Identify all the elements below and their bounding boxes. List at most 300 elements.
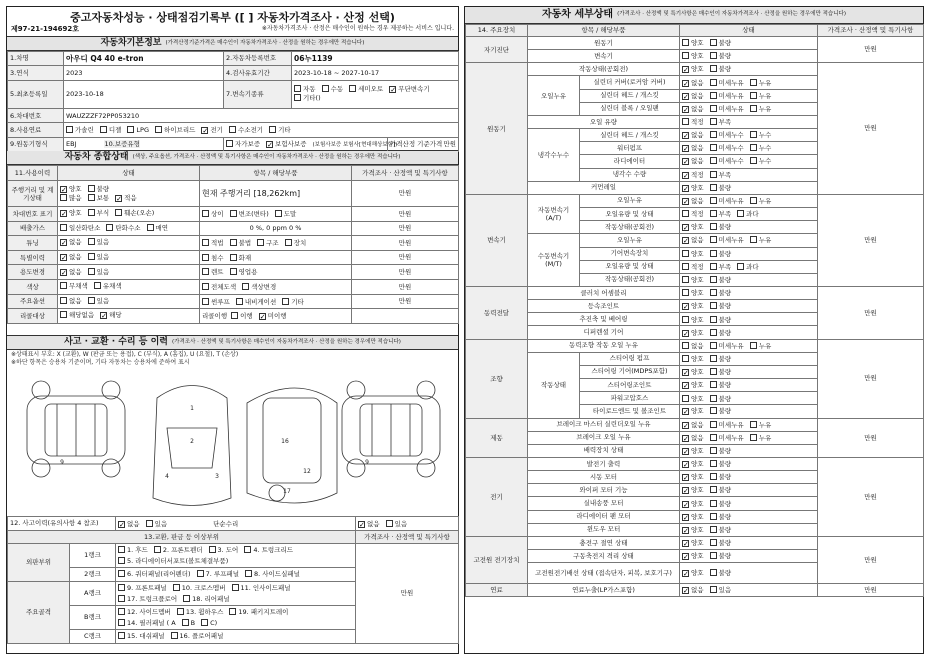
- option[interactable]: 미세누유: [710, 236, 744, 244]
- option[interactable]: 미세누유: [710, 92, 744, 100]
- checkbox[interactable]: [710, 395, 717, 402]
- option[interactable]: ✓ 없음: [682, 422, 704, 429]
- checkbox[interactable]: [750, 92, 757, 99]
- checkbox[interactable]: [226, 140, 233, 147]
- checkbox[interactable]: [88, 253, 95, 260]
- checkbox[interactable]: [682, 210, 689, 217]
- option[interactable]: 양호: [682, 276, 704, 284]
- checkbox[interactable]: [155, 126, 162, 133]
- option[interactable]: 가솔린: [66, 126, 94, 134]
- part-option[interactable]: 8. 사이드실패널: [245, 569, 300, 580]
- option[interactable]: ✓ 없음: [682, 80, 704, 87]
- option[interactable]: 12. 사이드멤버: [118, 607, 171, 618]
- checkbox[interactable]: [275, 210, 282, 217]
- checkbox[interactable]: [710, 381, 717, 388]
- checkbox[interactable]: [710, 131, 717, 138]
- checkbox[interactable]: [682, 303, 689, 310]
- checkbox[interactable]: [710, 289, 717, 296]
- option[interactable]: 불량: [710, 250, 732, 258]
- checkbox[interactable]: [682, 527, 689, 534]
- checkbox[interactable]: [682, 501, 689, 508]
- checkbox[interactable]: [682, 276, 689, 283]
- option[interactable]: 양호: [682, 39, 704, 47]
- option[interactable]: 불량: [710, 368, 732, 376]
- checkbox[interactable]: [60, 239, 67, 246]
- checkbox[interactable]: [88, 185, 95, 192]
- checkbox[interactable]: [60, 254, 67, 261]
- checkbox[interactable]: [710, 460, 717, 467]
- checkbox[interactable]: [94, 282, 101, 289]
- option[interactable]: 11. 인사이드패널: [232, 583, 291, 594]
- checkbox[interactable]: [146, 520, 153, 527]
- option[interactable]: ✓ 양호: [682, 330, 704, 337]
- checkbox[interactable]: [710, 144, 717, 151]
- checkbox[interactable]: [710, 197, 717, 204]
- checkbox[interactable]: [682, 514, 689, 521]
- checkbox[interactable]: [202, 283, 209, 290]
- option[interactable]: 불량: [710, 381, 732, 389]
- checkbox[interactable]: [682, 422, 689, 429]
- option[interactable]: C): [201, 618, 217, 629]
- checkbox[interactable]: [750, 434, 757, 441]
- option[interactable]: 불량: [88, 185, 110, 194]
- option[interactable]: 수소전기: [229, 126, 263, 134]
- option[interactable]: ✓ 양호: [682, 540, 704, 547]
- option[interactable]: ✓ 없음: [60, 238, 82, 247]
- checkbox[interactable]: [230, 239, 237, 246]
- checkbox[interactable]: [182, 619, 189, 626]
- checkbox[interactable]: [750, 144, 757, 151]
- checkbox[interactable]: [710, 539, 717, 546]
- checkbox[interactable]: [202, 254, 209, 261]
- checkbox[interactable]: [710, 513, 717, 520]
- checkbox[interactable]: [682, 289, 689, 296]
- option[interactable]: 미세누유: [710, 79, 744, 87]
- option[interactable]: 불량: [710, 473, 732, 481]
- checkbox[interactable]: [750, 236, 757, 243]
- checkbox[interactable]: [682, 132, 689, 139]
- checkbox[interactable]: [66, 126, 73, 133]
- option[interactable]: 불량: [710, 223, 732, 231]
- option[interactable]: 도말: [275, 210, 297, 218]
- checkbox[interactable]: [682, 237, 689, 244]
- option[interactable]: ✓ 없음: [682, 435, 704, 442]
- checkbox[interactable]: [710, 486, 717, 493]
- checkbox[interactable]: [682, 408, 689, 415]
- option[interactable]: 9. 프론트패널: [118, 583, 167, 594]
- option[interactable]: ✓양호: [60, 185, 82, 194]
- checkbox[interactable]: [106, 224, 113, 231]
- option[interactable]: 부족: [710, 210, 732, 218]
- option[interactable]: 하이브리드: [155, 126, 195, 134]
- option[interactable]: 미세누유: [710, 342, 744, 350]
- checkbox[interactable]: [60, 186, 67, 193]
- option[interactable]: 미세누유: [710, 197, 744, 205]
- checkbox[interactable]: [682, 461, 689, 468]
- checkbox[interactable]: [282, 298, 289, 305]
- checkbox[interactable]: [202, 298, 209, 305]
- checkbox[interactable]: [60, 311, 67, 318]
- option[interactable]: ✓ 양호: [60, 209, 82, 218]
- option[interactable]: 디젤: [100, 126, 122, 134]
- option[interactable]: 14. 필러패널 ( A: [118, 618, 176, 629]
- option[interactable]: 있음: [386, 520, 408, 528]
- checkbox[interactable]: [202, 239, 209, 246]
- option[interactable]: 누유: [750, 197, 772, 205]
- checkbox[interactable]: [294, 85, 301, 92]
- checkbox[interactable]: [750, 197, 757, 204]
- option[interactable]: 변조(변타): [230, 210, 269, 218]
- checkbox[interactable]: [750, 105, 757, 112]
- checkbox[interactable]: [127, 126, 134, 133]
- option[interactable]: 기타(): [294, 94, 321, 103]
- option[interactable]: ✓ 없음: [682, 132, 704, 139]
- option[interactable]: ✓ 없음: [682, 106, 704, 113]
- option[interactable]: ✓ 보험사보증: [266, 141, 306, 148]
- checkbox[interactable]: [710, 552, 717, 559]
- checkbox[interactable]: [710, 342, 717, 349]
- checkbox[interactable]: [147, 224, 154, 231]
- checkbox[interactable]: [710, 184, 717, 191]
- checkbox[interactable]: [710, 355, 717, 362]
- checkbox[interactable]: [682, 93, 689, 100]
- option[interactable]: 누유: [750, 92, 772, 100]
- checkbox[interactable]: [245, 570, 252, 577]
- checkbox[interactable]: [682, 330, 689, 337]
- checkbox[interactable]: [737, 210, 744, 217]
- checkbox[interactable]: [389, 86, 396, 93]
- option[interactable]: 양호: [682, 395, 704, 403]
- option[interactable]: 불량: [710, 539, 732, 547]
- option[interactable]: ✓ 없음: [60, 253, 82, 262]
- checkbox[interactable]: [682, 435, 689, 442]
- option[interactable]: 양호: [682, 289, 704, 297]
- checkbox[interactable]: [750, 79, 757, 86]
- checkbox[interactable]: [710, 236, 717, 243]
- option[interactable]: 누유: [750, 105, 772, 113]
- option[interactable]: 누수: [750, 144, 772, 152]
- option[interactable]: 있음: [88, 253, 110, 262]
- option[interactable]: 미세누수: [710, 131, 744, 139]
- option[interactable]: 일산화탄소: [60, 224, 100, 233]
- option[interactable]: 불량: [710, 526, 732, 534]
- option[interactable]: 미세누유: [710, 434, 744, 442]
- option[interactable]: 탄화수소: [106, 224, 140, 233]
- checkbox[interactable]: [750, 342, 757, 349]
- option[interactable]: 5. 라디에이터서포트(볼트체결부품): [118, 556, 228, 567]
- checkbox[interactable]: [259, 313, 266, 320]
- part-option[interactable]: 6. 쿼터패널(리어펜더): [118, 569, 191, 580]
- option[interactable]: ✓ 적음: [115, 194, 137, 203]
- checkbox[interactable]: [202, 210, 209, 217]
- checkbox[interactable]: [710, 316, 717, 323]
- checkbox[interactable]: [322, 85, 329, 92]
- checkbox[interactable]: [118, 584, 125, 591]
- option[interactable]: 누유: [750, 79, 772, 87]
- option[interactable]: 영업용: [230, 268, 258, 276]
- checkbox[interactable]: [682, 395, 689, 402]
- option[interactable]: 불량: [710, 184, 732, 192]
- option[interactable]: ✓ 양호: [682, 303, 704, 310]
- option[interactable]: 자가보증: [226, 140, 260, 148]
- checkbox[interactable]: [177, 608, 184, 615]
- option[interactable]: 양호: [682, 52, 704, 60]
- option[interactable]: 누유: [750, 342, 772, 350]
- checkbox[interactable]: [682, 52, 689, 59]
- option[interactable]: ✓ 해당: [100, 311, 122, 320]
- option[interactable]: 기타: [282, 298, 304, 306]
- option[interactable]: 부족: [710, 171, 732, 179]
- option[interactable]: 불법: [230, 239, 252, 247]
- checkbox[interactable]: [710, 118, 717, 125]
- checkbox[interactable]: [682, 263, 689, 270]
- option[interactable]: 불량: [710, 500, 732, 508]
- checkbox[interactable]: [750, 157, 757, 164]
- option[interactable]: 색상변경: [242, 283, 276, 291]
- option[interactable]: 양호: [682, 316, 704, 324]
- checkbox[interactable]: [171, 632, 178, 639]
- checkbox[interactable]: [100, 312, 107, 319]
- checkbox[interactable]: [118, 557, 125, 564]
- option[interactable]: 구조: [257, 239, 279, 247]
- option[interactable]: ✓ 양호: [682, 527, 704, 534]
- option[interactable]: 누유: [750, 421, 772, 429]
- option[interactable]: ✓ 양호: [682, 224, 704, 231]
- option[interactable]: 불량: [710, 289, 732, 297]
- option[interactable]: 1. 후드: [118, 545, 148, 556]
- checkbox[interactable]: [710, 157, 717, 164]
- checkbox[interactable]: [682, 487, 689, 494]
- option[interactable]: 부식: [88, 209, 110, 218]
- checkbox[interactable]: [202, 268, 209, 275]
- checkbox[interactable]: [710, 250, 717, 257]
- checkbox[interactable]: [236, 298, 243, 305]
- option[interactable]: ✓ 없음: [682, 198, 704, 205]
- checkbox[interactable]: [230, 268, 237, 275]
- option[interactable]: 불량: [710, 513, 732, 521]
- checkbox[interactable]: [710, 447, 717, 454]
- option[interactable]: ✓ 양호: [682, 474, 704, 481]
- checkbox[interactable]: [349, 85, 356, 92]
- checkbox[interactable]: [209, 546, 216, 553]
- checkbox[interactable]: [710, 263, 717, 270]
- option[interactable]: 무채색: [60, 282, 88, 291]
- checkbox[interactable]: [750, 131, 757, 138]
- checkbox[interactable]: [60, 297, 67, 304]
- checkbox[interactable]: [682, 316, 689, 323]
- option[interactable]: ✓ 양호: [682, 570, 704, 577]
- option[interactable]: ✓ 양호: [682, 408, 704, 415]
- option[interactable]: 없음: [60, 297, 82, 306]
- checkbox[interactable]: [682, 158, 689, 165]
- option[interactable]: 과다: [737, 263, 759, 271]
- checkbox[interactable]: [682, 553, 689, 560]
- checkbox[interactable]: [88, 297, 95, 304]
- checkbox[interactable]: [88, 238, 95, 245]
- checkbox[interactable]: [100, 126, 107, 133]
- checkbox[interactable]: [88, 268, 95, 275]
- checkbox[interactable]: [682, 474, 689, 481]
- option[interactable]: 침수: [202, 254, 224, 262]
- option[interactable]: 적정: [682, 210, 704, 218]
- option[interactable]: 훼손(오손): [115, 209, 154, 218]
- option[interactable]: ✓ 양호: [682, 185, 704, 192]
- part-option[interactable]: 7. 루프패널: [197, 569, 239, 580]
- option[interactable]: 미세누유: [710, 421, 744, 429]
- checkbox[interactable]: [201, 127, 208, 134]
- checkbox[interactable]: [710, 52, 717, 59]
- option[interactable]: 이행: [231, 312, 253, 320]
- option[interactable]: 화재: [230, 254, 252, 262]
- checkbox[interactable]: [682, 540, 689, 547]
- checkbox[interactable]: [230, 210, 237, 217]
- checkbox[interactable]: [710, 171, 717, 178]
- checkbox[interactable]: [118, 632, 125, 639]
- option[interactable]: 해당없음: [60, 311, 94, 320]
- checkbox[interactable]: [242, 283, 249, 290]
- option[interactable]: 양호: [682, 250, 704, 258]
- checkbox[interactable]: [118, 546, 125, 553]
- checkbox[interactable]: [710, 500, 717, 507]
- checkbox[interactable]: [682, 145, 689, 152]
- checkbox[interactable]: [118, 570, 125, 577]
- option[interactable]: 부족: [710, 118, 732, 126]
- option[interactable]: 수동: [322, 85, 344, 94]
- checkbox[interactable]: [230, 254, 237, 261]
- checkbox[interactable]: [682, 382, 689, 389]
- checkbox[interactable]: [710, 39, 717, 46]
- checkbox[interactable]: [229, 126, 236, 133]
- checkbox[interactable]: [682, 198, 689, 205]
- checkbox[interactable]: [710, 65, 717, 72]
- checkbox[interactable]: [737, 263, 744, 270]
- checkbox[interactable]: [682, 250, 689, 257]
- checkbox[interactable]: [183, 595, 190, 602]
- checkbox[interactable]: [294, 94, 301, 101]
- option[interactable]: 썬루프: [202, 298, 230, 306]
- option[interactable]: 불량: [710, 302, 732, 310]
- checkbox[interactable]: [710, 586, 717, 593]
- option[interactable]: 누수: [750, 157, 772, 165]
- option[interactable]: 불량: [710, 447, 732, 455]
- option[interactable]: 미세누수: [710, 144, 744, 152]
- checkbox[interactable]: [257, 239, 264, 246]
- option[interactable]: 18. 리어패널: [183, 594, 230, 605]
- option[interactable]: ✓ 양호: [682, 66, 704, 73]
- option[interactable]: 13. 휠하우스: [177, 607, 224, 618]
- option[interactable]: 있음: [88, 268, 110, 277]
- option[interactable]: ✓ 없음: [682, 158, 704, 165]
- checkbox[interactable]: [358, 521, 365, 528]
- option[interactable]: 많음: [60, 194, 82, 203]
- option[interactable]: 불량: [710, 552, 732, 560]
- option[interactable]: 불량: [710, 407, 732, 415]
- checkbox[interactable]: [118, 619, 125, 626]
- checkbox[interactable]: [710, 210, 717, 217]
- checkbox[interactable]: [244, 546, 251, 553]
- checkbox[interactable]: [60, 224, 67, 231]
- option[interactable]: ✓ 없음: [682, 237, 704, 244]
- option[interactable]: LPG: [127, 126, 149, 134]
- checkbox[interactable]: [60, 269, 67, 276]
- checkbox[interactable]: [266, 141, 273, 148]
- checkbox[interactable]: [386, 520, 393, 527]
- option[interactable]: 보통: [88, 194, 110, 203]
- option[interactable]: 적법: [202, 239, 224, 247]
- option[interactable]: 전체도색: [202, 283, 236, 291]
- checkbox[interactable]: [710, 526, 717, 533]
- checkbox[interactable]: [710, 434, 717, 441]
- part-option[interactable]: 15. 대쉬패널: [118, 631, 165, 642]
- checkbox[interactable]: [682, 66, 689, 73]
- checkbox[interactable]: [197, 570, 204, 577]
- option[interactable]: ✓ 없음: [118, 521, 140, 528]
- checkbox[interactable]: [154, 546, 161, 553]
- option[interactable]: 불량: [710, 329, 732, 337]
- option[interactable]: 세미오토: [349, 85, 383, 94]
- checkbox[interactable]: [710, 92, 717, 99]
- checkbox[interactable]: [682, 570, 689, 577]
- checkbox[interactable]: [682, 342, 689, 349]
- checkbox[interactable]: [750, 421, 757, 428]
- option[interactable]: ✓ 양호: [682, 382, 704, 389]
- option[interactable]: ✓ 적정: [682, 172, 704, 179]
- option[interactable]: ✓ 전기: [201, 127, 223, 134]
- option[interactable]: 불량: [710, 316, 732, 324]
- option[interactable]: 없음: [682, 342, 704, 350]
- checkbox[interactable]: [60, 282, 67, 289]
- option[interactable]: ✓ 없음: [682, 145, 704, 152]
- option[interactable]: 자동: [294, 85, 316, 94]
- checkbox[interactable]: [710, 473, 717, 480]
- option[interactable]: 있음: [88, 238, 110, 247]
- checkbox[interactable]: [710, 276, 717, 283]
- option[interactable]: 불량: [710, 355, 732, 363]
- option[interactable]: 불량: [710, 52, 732, 60]
- option[interactable]: 과다: [737, 210, 759, 218]
- checkbox[interactable]: [88, 194, 95, 201]
- checkbox[interactable]: [710, 368, 717, 375]
- option[interactable]: 렌트: [202, 268, 224, 276]
- checkbox[interactable]: [682, 118, 689, 125]
- checkbox[interactable]: [232, 584, 239, 591]
- checkbox[interactable]: [710, 569, 717, 576]
- checkbox[interactable]: [710, 302, 717, 309]
- checkbox[interactable]: [682, 369, 689, 376]
- option[interactable]: B: [182, 618, 195, 629]
- option[interactable]: ✓ 양호: [682, 501, 704, 508]
- option[interactable]: ✓ 없음: [682, 93, 704, 100]
- option[interactable]: 2. 프론트펜더: [154, 545, 203, 556]
- option[interactable]: 10. 크로스멤버: [173, 583, 226, 594]
- checkbox[interactable]: [60, 194, 67, 201]
- option[interactable]: ✓ 양호: [682, 553, 704, 560]
- option[interactable]: 불량: [710, 395, 732, 403]
- option[interactable]: ✓ 양호: [682, 487, 704, 494]
- option[interactable]: 누수: [750, 131, 772, 139]
- checkbox[interactable]: [229, 608, 236, 615]
- option[interactable]: 불량: [710, 486, 732, 494]
- checkbox[interactable]: [710, 421, 717, 428]
- checkbox[interactable]: [710, 329, 717, 336]
- part-option[interactable]: 16. 플로어패널: [171, 631, 224, 642]
- option[interactable]: 부족: [710, 263, 732, 271]
- checkbox[interactable]: [682, 448, 689, 455]
- option[interactable]: 19. 패키지트레이: [229, 607, 288, 618]
- option[interactable]: ✓ 없음: [60, 268, 82, 277]
- option[interactable]: 불량: [710, 569, 732, 577]
- checkbox[interactable]: [682, 224, 689, 231]
